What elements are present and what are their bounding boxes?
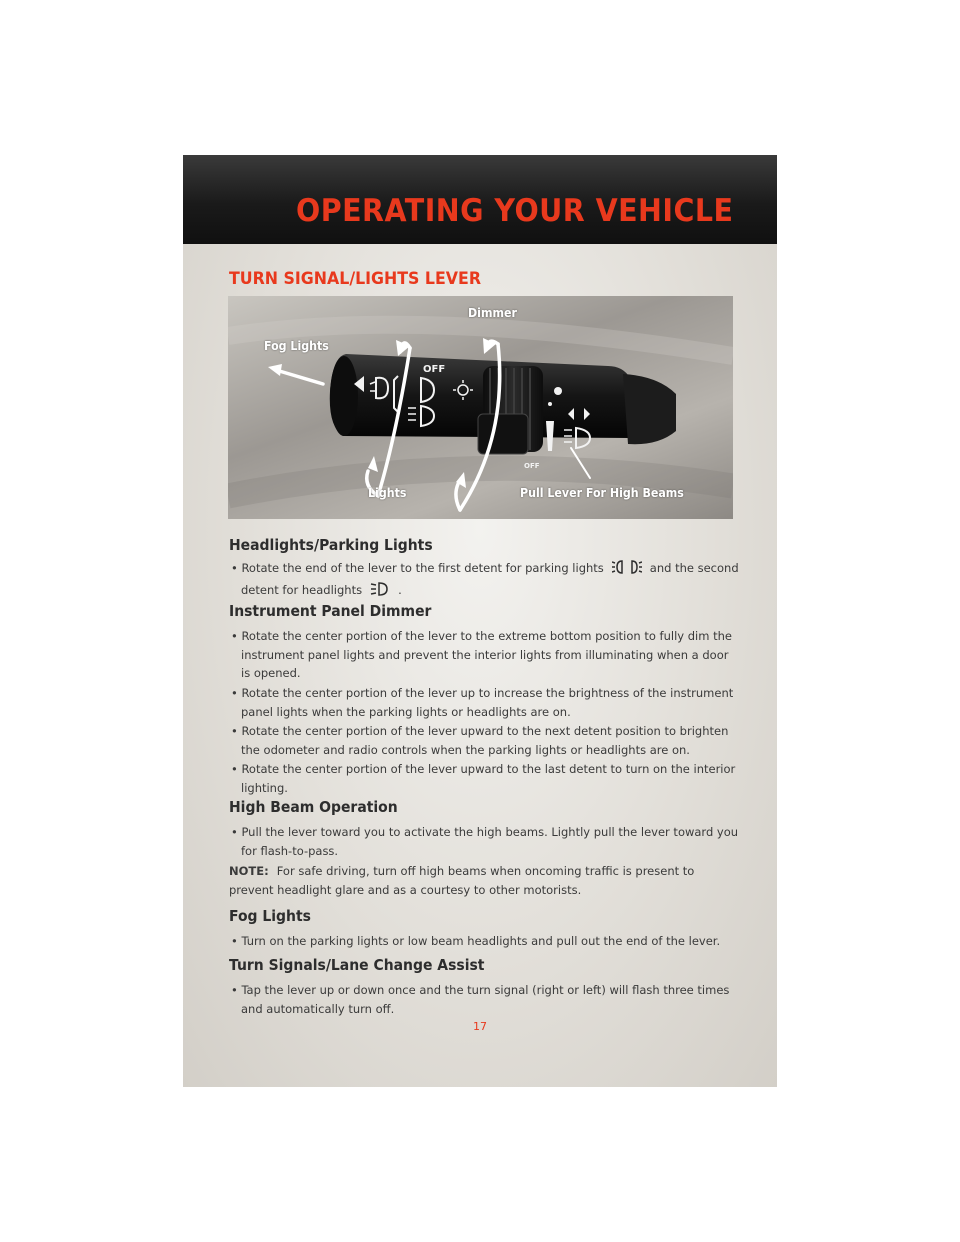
- turn-signals-bullet-1: • Tap the lever up or down once and the turn signal (right or left) will flash three times and automatically turn off.: [231, 983, 730, 1016]
- dimmer-bullet-2: • Rotate the center portion of the lever up to increase the brightness of the instrument panel lights when the parking lights or headlights are on.: [231, 686, 734, 719]
- fog-lights-label: Fog Lights: [264, 339, 329, 353]
- lever-off-bottom-text: OFF: [524, 462, 540, 470]
- note-text: For safe driving, turn off high beams when oncoming traffic is present to prevent headlight glare and as a courtesy to other motorists.: [229, 864, 695, 897]
- high-beam-heading: High Beam Operation: [229, 798, 398, 816]
- dimmer-bullet-1: • Rotate the center portion of the lever to the extreme bottom position to fully dim the instrument panel lights and prevent the interior lights from illuminating when a door is opened.: [231, 629, 732, 680]
- fog-heading: Fog Lights: [229, 907, 311, 925]
- headlights-icon: [370, 581, 390, 603]
- headlights-bullet-text-1: • Rotate the end of the lever to the first detent for parking lights: [231, 561, 604, 575]
- note-label: NOTE:: [229, 864, 269, 878]
- dimmer-bullet-3: • Rotate the center portion of the lever upward to the next detent position to brighten the odometer and radio controls when the parking lights or headlights are on.: [231, 724, 729, 757]
- high-beam-note: [229, 862, 739, 899]
- fog-bullet-1: • Turn on the parking lights or low beam headlights and pull out the end of the lever.: [231, 934, 721, 948]
- headlights-bullet-text-3: .: [398, 582, 402, 597]
- page-header: [183, 155, 777, 244]
- dimmer-heading: Instrument Panel Dimmer: [229, 602, 432, 620]
- page-number: 17: [473, 1020, 487, 1033]
- turn-signals-heading: Turn Signals/Lane Change Assist: [229, 956, 485, 974]
- dimmer-bullet-4: • Rotate the center portion of the lever upward to the last detent to turn on the interior lighting.: [231, 762, 736, 795]
- headlights-bullet-text-2: and the second detent for headlights: [241, 561, 739, 597]
- headlights-heading: Headlights/Parking Lights: [229, 536, 433, 554]
- headlights-bullet: [231, 559, 741, 602]
- high-beam-bullet-1: • Pull the lever toward you to activate the high beams. Lightly pull the lever toward you for flash-to-pass.: [231, 825, 739, 858]
- header-title: OPERATING YOUR VEHICLE: [295, 193, 733, 229]
- manual-page: [183, 155, 777, 1087]
- lever-illustration: [228, 296, 733, 519]
- section-title: TURN SIGNAL/LIGHTS LEVER: [229, 269, 482, 289]
- parking-lights-icon: [612, 559, 642, 581]
- lever-off-top-text: OFF: [423, 364, 446, 375]
- lights-label: Lights: [368, 486, 407, 500]
- dimmer-label: Dimmer: [468, 306, 517, 320]
- pull-lever-label: Pull Lever For High Beams: [520, 486, 684, 500]
